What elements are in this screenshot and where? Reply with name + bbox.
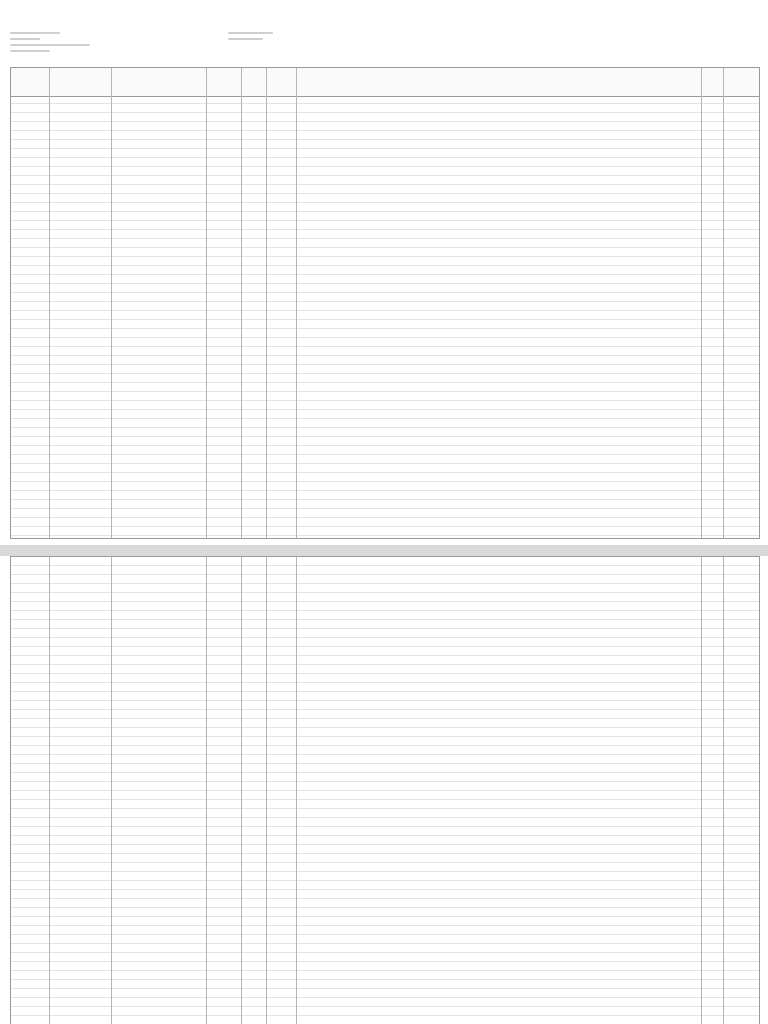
page-separator [0, 545, 768, 556]
table-header-band [11, 68, 759, 97]
form-page-2 [0, 556, 768, 1024]
activity-table-page-2 [10, 556, 760, 1024]
identity-header-right [228, 32, 348, 48]
activity-table-page-1 [10, 67, 760, 539]
